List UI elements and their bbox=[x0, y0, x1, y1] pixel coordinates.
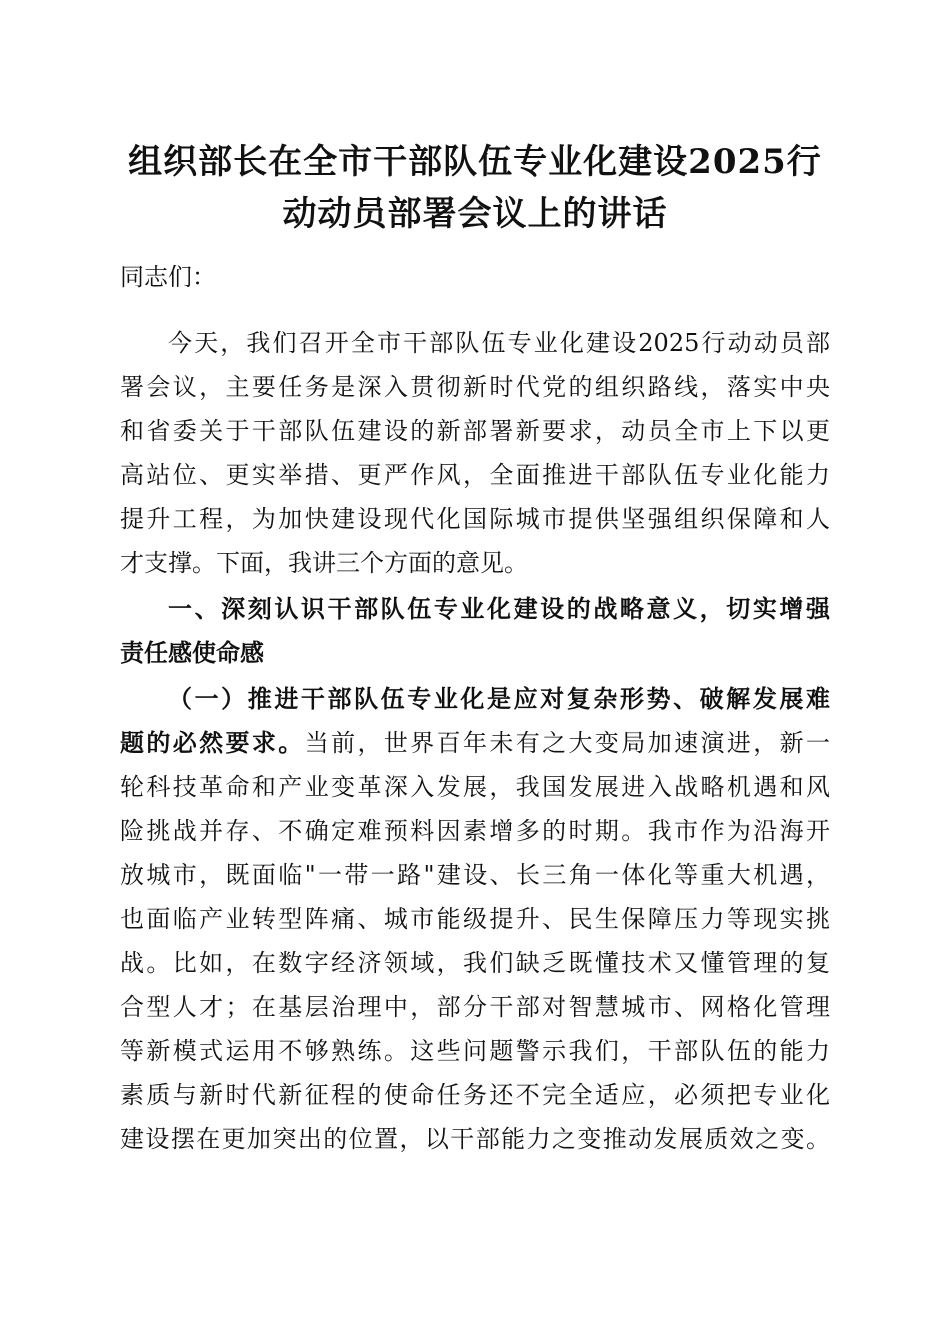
subsection-1-body-line-1: 轮科技革命和产业变革深入发展，我国发展进入战略机遇和风 bbox=[120, 773, 830, 801]
salutation: 同志们： bbox=[120, 263, 216, 291]
subsection-1-body-line-6: 合型人才；在基层治理中，部分干部对智慧城市、网格化管理 bbox=[120, 993, 830, 1021]
document-title-line-2: 动动员部署会议上的讲话 bbox=[282, 194, 668, 234]
intro-line-6: 才支撑。下面，我讲三个方面的意见。 bbox=[120, 549, 528, 577]
subsection-1-body-line-8: 素质与新时代新征程的使命任务还不完全适应，必须把专业化 bbox=[120, 1081, 830, 1109]
document-title-line-1: 组织部长在全市干部队伍专业化建设2025行 bbox=[128, 142, 822, 182]
subsection-1-body-start: 当前，世界百年未有之大变局加速演进，新一 bbox=[304, 729, 830, 757]
subsection-1-body-line-4: 也面临产业转型阵痛、城市能级提升、民生保障压力等现实挑 bbox=[120, 905, 830, 933]
subsection-1-body-line-9: 建设摆在更加突出的位置，以干部能力之变推动发展质效之变。 bbox=[120, 1125, 830, 1153]
intro-line-5: 提升工程，为加快建设现代化国际城市提供坚强组织保障和人 bbox=[120, 505, 830, 533]
subsection-1-body-line-7: 等新模式运用不够熟练。这些问题警示我们，干部队伍的能力 bbox=[120, 1037, 830, 1065]
section-1-heading-line-2: 责任感使命感 bbox=[120, 639, 264, 667]
intro-line-3: 和省委关于干部队伍建设的新部署新要求，动员全市上下以更 bbox=[120, 417, 830, 445]
subsection-1-body-line-2: 险挑战并存、不确定难预料因素增多的时期。我市作为沿海开 bbox=[120, 817, 830, 845]
section-1-heading-line-1: 一、深刻认识干部队伍专业化建设的战略意义，切实增强 bbox=[168, 595, 830, 623]
subsection-1-heading-line-1: （一）推进干部队伍专业化是应对复杂形势、破解发展难 bbox=[168, 684, 830, 713]
subsection-1-body-line-5: 战。比如，在数字经济领域，我们缺乏既懂技术又懂管理的复 bbox=[120, 949, 830, 977]
intro-line-4: 高站位、更实举措、更严作风，全面推进干部队伍专业化能力 bbox=[120, 461, 830, 489]
subsection-1-heading-end: 题的必然要求。 bbox=[120, 728, 305, 757]
subsection-1-line-2 bbox=[120, 721, 830, 765]
intro-line-1: 今天，我们召开全市干部队伍专业化建设2025行动动员部 bbox=[168, 329, 830, 357]
subsection-1-body-line-3: 放城市，既面临"一带一路"建设、长三角一体化等重大机遇， bbox=[120, 861, 830, 889]
intro-line-2: 署会议，主要任务是深入贯彻新时代党的组织路线，落实中央 bbox=[120, 373, 830, 401]
